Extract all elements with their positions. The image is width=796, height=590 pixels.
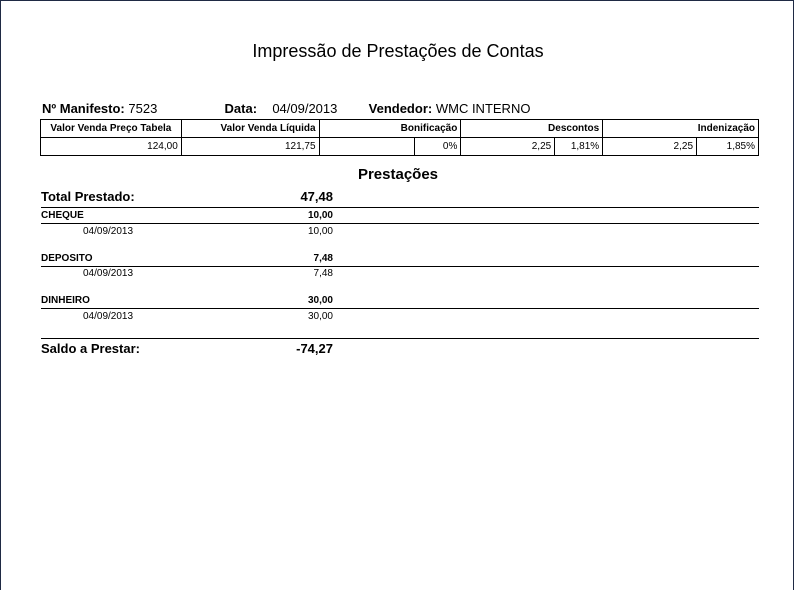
detail-date: 04/09/2013 bbox=[83, 311, 134, 322]
divider bbox=[41, 223, 759, 224]
value-cell: 1,81% bbox=[555, 138, 603, 156]
header-cell: Descontos bbox=[461, 120, 603, 138]
saldo-value: -74,27 bbox=[296, 341, 333, 356]
value-cell: 0% bbox=[415, 138, 461, 156]
report-header bbox=[42, 101, 530, 116]
values-header-row bbox=[41, 120, 759, 138]
detail-date: 04/09/2013 bbox=[83, 268, 134, 279]
detail-value: 30,00 bbox=[307, 311, 333, 322]
divider bbox=[41, 207, 759, 208]
group-name: DINHEIRO bbox=[41, 295, 90, 306]
header-cell: Bonificação bbox=[319, 120, 461, 138]
group-name: DEPOSITO bbox=[41, 253, 93, 264]
total-prestado-label: Total Prestado: bbox=[41, 189, 135, 204]
value-cell: 124,00 bbox=[41, 138, 182, 156]
vendedor-label: Vendedor: bbox=[368, 101, 433, 116]
report-title: Impressão de Prestações de Contas bbox=[252, 41, 544, 61]
group-total: 7,48 bbox=[313, 253, 333, 264]
value-cell: 2,25 bbox=[603, 138, 697, 156]
data-value: 04/09/2013 bbox=[272, 101, 338, 116]
group-total: 10,00 bbox=[307, 210, 333, 221]
header-cell: Valor Venda Preço Tabela bbox=[41, 120, 182, 138]
total-prestado-value: 47,48 bbox=[300, 189, 333, 204]
header-cell: Valor Venda Líquida bbox=[181, 120, 319, 138]
detail-date: 04/09/2013 bbox=[83, 226, 134, 237]
group-total: 30,00 bbox=[307, 295, 333, 306]
vendedor-value: WMC INTERNO bbox=[435, 101, 531, 116]
value-cell: 2,25 bbox=[461, 138, 555, 156]
detail-value: 7,48 bbox=[313, 268, 333, 279]
header-cell: Indenização bbox=[603, 120, 759, 138]
saldo-label: Saldo a Prestar: bbox=[41, 341, 140, 356]
values-data-row bbox=[41, 138, 759, 156]
data-label: Data: bbox=[224, 101, 258, 116]
values-table bbox=[40, 119, 759, 156]
value-cell: 121,75 bbox=[181, 138, 319, 156]
value-cell: 1,85% bbox=[697, 138, 759, 156]
manifesto-value: 7523 bbox=[128, 101, 158, 116]
divider bbox=[41, 308, 759, 309]
value-cell bbox=[319, 138, 415, 156]
manifesto-label: Nº Manifesto: bbox=[42, 101, 125, 116]
divider bbox=[41, 266, 759, 267]
divider bbox=[41, 338, 759, 339]
group-name: CHEQUE bbox=[41, 210, 84, 221]
section-title: Prestações bbox=[357, 166, 439, 183]
detail-value: 10,00 bbox=[307, 226, 333, 237]
